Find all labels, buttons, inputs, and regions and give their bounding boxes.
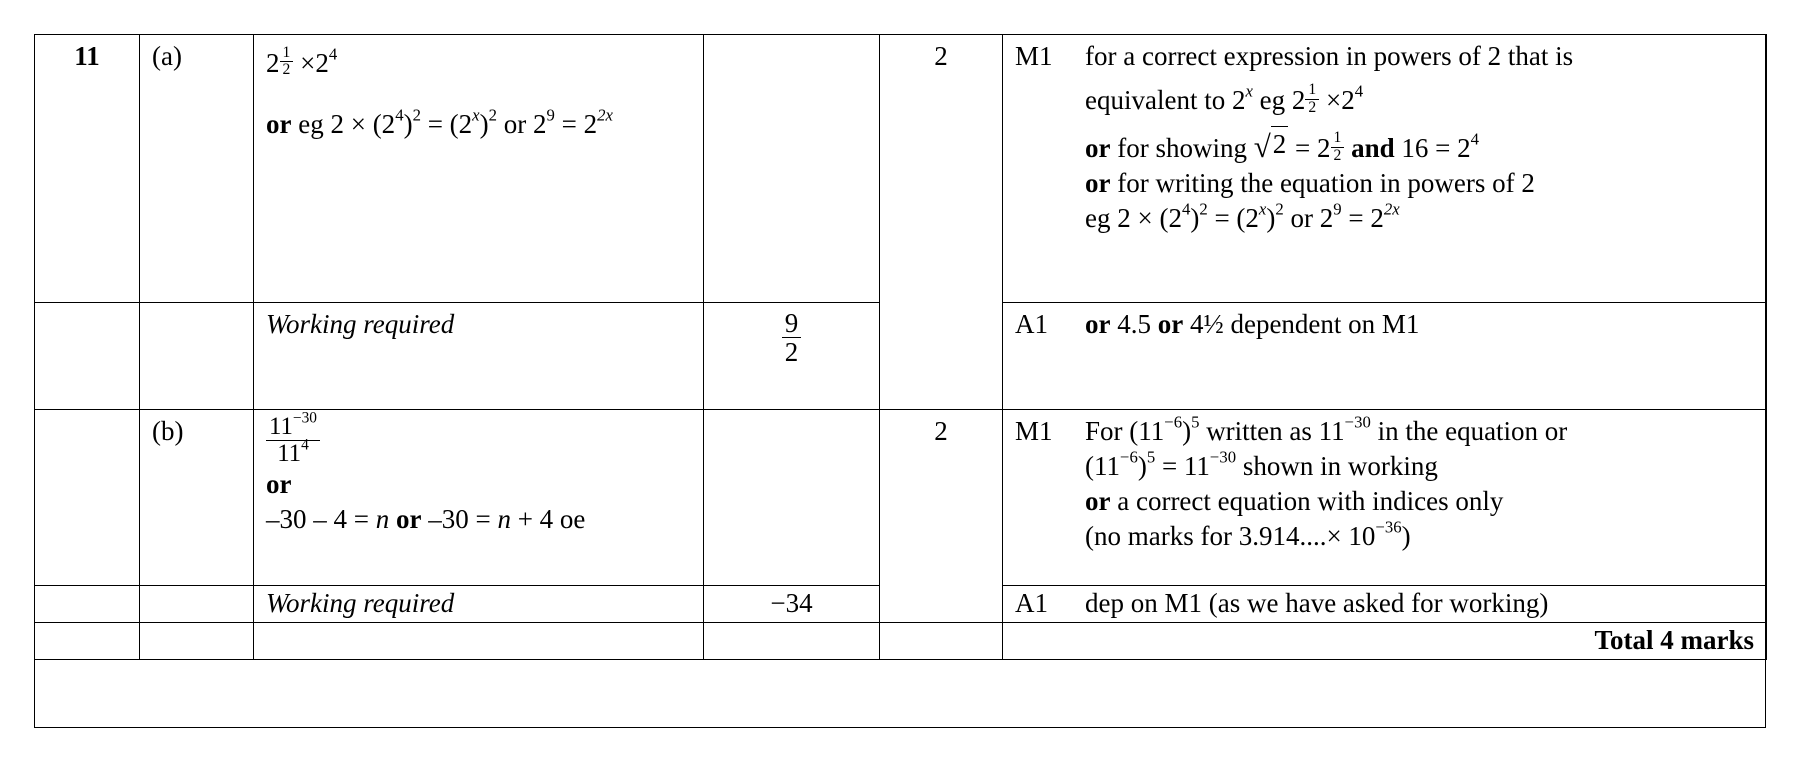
mark-scheme-table (34, 34, 1767, 660)
part-label-a: (a) (140, 35, 254, 303)
working-a (254, 35, 704, 303)
square-root: √ 2 (1254, 126, 1289, 162)
working-required-a: Working required (254, 303, 704, 410)
empty-cell (35, 586, 140, 623)
answer-a: $\frac{9}{2}$ (704, 303, 880, 410)
working-required-b: Working required (254, 586, 704, 623)
mark-code-a1: A1 (1015, 309, 1048, 339)
empty-cell (704, 623, 880, 660)
working-b: $\frac{11^{-30}}{11^4}$ or –30 – 4 = n or –30 = n + 4 oe (254, 410, 704, 586)
working-a-expression: 2 $\frac{1}{2}$ $\times 2^4$ (266, 44, 338, 79)
part-label-b: (b) (140, 410, 254, 586)
empty-cell (35, 410, 140, 586)
empty-cell (140, 623, 254, 660)
working-a-alternative: or eg $2 \times (2^4)^2 = (2^x)^2$ or $2^9 = 2^{2x}$ (266, 105, 613, 139)
empty-cell (35, 623, 140, 660)
notes-a-a1: A1 or 4.5 or 4½ dependent on M1 (1003, 303, 1767, 410)
empty-cell (140, 303, 254, 410)
row-a-method (35, 35, 1767, 303)
empty-cell (254, 623, 704, 660)
empty-cell (140, 586, 254, 623)
mark-code-a1-b: A1 (1015, 588, 1048, 618)
question-number: 11 (35, 35, 140, 303)
empty-cell (35, 303, 140, 410)
answer-a-empty (704, 35, 880, 303)
mark-code-m1: M1 (1015, 41, 1053, 71)
working-b-fraction: $\frac{11^{-30}}{11^4}$ (266, 414, 320, 467)
answer-b-empty (704, 410, 880, 586)
mark-a: 2 (880, 35, 1003, 410)
mark-code-m1-b: M1 (1015, 416, 1053, 446)
empty-cell (880, 623, 1003, 660)
row-total (35, 623, 1767, 660)
notes-b-a1: A1 dep on M1 (as we have asked for working) (1003, 586, 1767, 623)
mark-b: 2 (880, 410, 1003, 623)
row-b-method (35, 410, 1767, 586)
notes-b-m1: M1 For $(11^{-6})^5$ written as $11^{-30}$ in the equation or $(11^{-6})^5 = 11^{-30}$ shown in working or a correct equation with indices only (no marks for $3.914....\times 10^{-36}$) (1003, 410, 1767, 586)
answer-b: −34 (704, 586, 880, 623)
total-marks: Total 4 marks (1003, 623, 1767, 660)
notes-a-m1: M1 for a correct expression in powers of 2 that is equivalent to 2$^x$ eg 2 $\frac{1}{2}$ $\times 2^4$ or for showing √ 2 = 2 $\frac{1}{2}$ and $16 = 2^4$ or for writing the equation in powers of 2 eg $2 \times (2^4)^2 = (2^x)^2$ or $2^9 = 2^{2x}$ (1003, 35, 1767, 303)
